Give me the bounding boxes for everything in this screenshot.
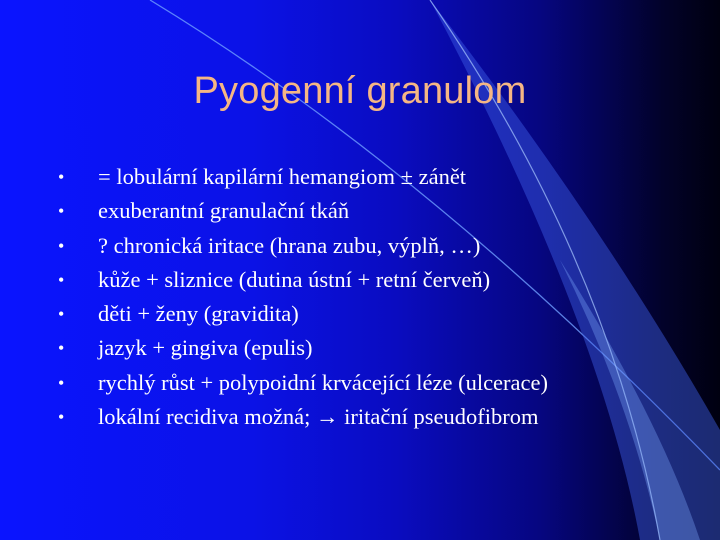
- slide-title: Pyogenní granulom: [193, 70, 527, 112]
- bullet-icon: •: [58, 269, 65, 290]
- bullet-icon: •: [58, 338, 65, 359]
- bullet-icon: •: [58, 372, 65, 393]
- bullet-text: ? chronická iritace (hrana zubu, výplň, …): [98, 232, 481, 258]
- bullet-icon: •: [58, 235, 65, 256]
- bullet-text: lokální recidiva možná; → iritační pseudofibrom: [98, 404, 539, 430]
- bullet-icon: •: [58, 304, 65, 325]
- bullet-text: děti + ženy (gravidita): [98, 301, 299, 327]
- bullet-icon: •: [58, 407, 65, 428]
- bullet-icon: •: [58, 167, 65, 187]
- bullet-text: exuberantní granulační tkáň: [98, 198, 350, 224]
- bullet-text: jazyk + gingiva (epulis): [98, 335, 313, 361]
- bullet-text: rychlý růst + polypoidní krvácející léze (ulcerace): [98, 369, 548, 395]
- bullet-text: kůže + sliznice (dutina ústní + retní červeň): [98, 266, 491, 292]
- bullet-text: = lobulární kapilární hemangiom ± zánět: [98, 164, 467, 189]
- bullet-icon: •: [58, 201, 65, 222]
